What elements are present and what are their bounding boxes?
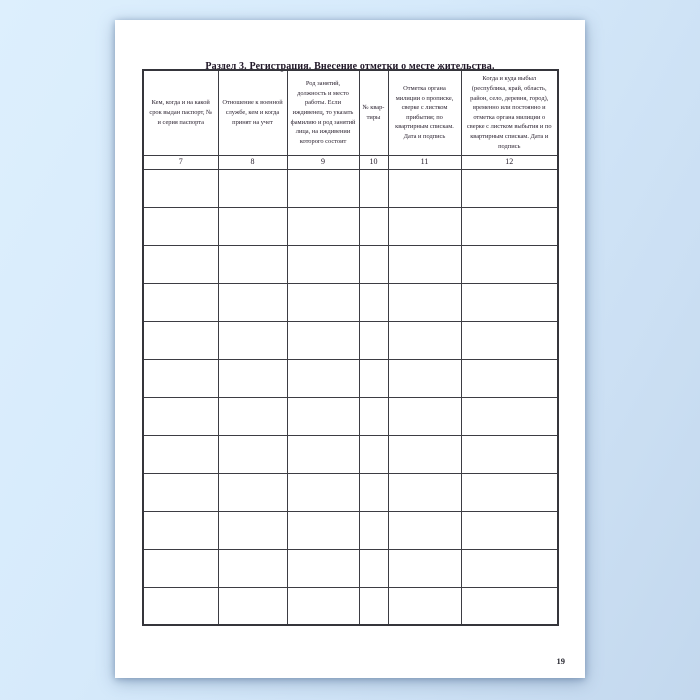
table-cell xyxy=(461,207,558,245)
table-cell xyxy=(359,321,388,359)
column-number: 8 xyxy=(218,155,287,169)
table-cell xyxy=(388,169,461,207)
table-cell xyxy=(287,359,359,397)
table-row xyxy=(143,283,558,321)
table-cell xyxy=(143,207,218,245)
table-cell xyxy=(218,359,287,397)
table-cell xyxy=(388,587,461,625)
table-cell xyxy=(461,283,558,321)
table-cell xyxy=(218,397,287,435)
table-row xyxy=(143,549,558,587)
table-cell xyxy=(143,473,218,511)
table-cell xyxy=(359,283,388,321)
table-cell xyxy=(359,435,388,473)
registration-table xyxy=(142,69,559,626)
table-cell xyxy=(218,511,287,549)
table-cell xyxy=(218,587,287,625)
table-cell xyxy=(218,207,287,245)
table-cell xyxy=(461,587,558,625)
column-number: 9 xyxy=(287,155,359,169)
table-cell xyxy=(143,321,218,359)
table-cell xyxy=(218,473,287,511)
table-row xyxy=(143,397,558,435)
table-row xyxy=(143,435,558,473)
table-row xyxy=(143,587,558,625)
table-cell xyxy=(388,359,461,397)
column-number-row xyxy=(143,155,558,169)
table-cell xyxy=(287,397,359,435)
table-cell xyxy=(388,321,461,359)
table-cell xyxy=(143,359,218,397)
column-header: Кем, когда и на какой срок выдан паспорт, № и серия паспорта xyxy=(143,70,218,155)
table-cell xyxy=(359,549,388,587)
table-body xyxy=(143,169,558,625)
page-title: Раздел 3. Регистрация. Внесение отметки о месте жительства. xyxy=(205,61,495,72)
table-cell xyxy=(388,549,461,587)
table-cell xyxy=(287,435,359,473)
table-cell xyxy=(388,283,461,321)
column-number: 7 xyxy=(143,155,218,169)
table-cell xyxy=(287,207,359,245)
table-cell xyxy=(359,207,388,245)
table-cell xyxy=(388,245,461,283)
column-header: Отметка органа милиции о прописке, сверке с листком прибытия; по квартирным спискам. Дата и подпись xyxy=(388,70,461,155)
table-cell xyxy=(359,359,388,397)
table-cell xyxy=(287,321,359,359)
table-cell xyxy=(388,511,461,549)
column-header: Род занятий, должность и место работы. Если иждивенец, то указать фамилию и род занятий лица, на иждивении которого состоит xyxy=(287,70,359,155)
table-cell xyxy=(359,245,388,283)
table-cell xyxy=(461,359,558,397)
table-cell xyxy=(218,245,287,283)
table-cell xyxy=(143,169,218,207)
table-row xyxy=(143,169,558,207)
table-cell xyxy=(287,549,359,587)
table-cell xyxy=(218,435,287,473)
table-cell xyxy=(388,473,461,511)
table-row xyxy=(143,511,558,549)
table-cell xyxy=(461,473,558,511)
table-cell xyxy=(143,397,218,435)
table-cell xyxy=(359,473,388,511)
table-cell xyxy=(143,587,218,625)
table-cell xyxy=(461,511,558,549)
table-cell xyxy=(143,549,218,587)
column-number: 10 xyxy=(359,155,388,169)
table-cell xyxy=(359,511,388,549)
table-cell xyxy=(218,321,287,359)
table-row xyxy=(143,321,558,359)
column-number: 11 xyxy=(388,155,461,169)
table-cell xyxy=(461,169,558,207)
table-cell xyxy=(218,549,287,587)
table-row xyxy=(143,245,558,283)
table-cell xyxy=(218,283,287,321)
table-cell xyxy=(461,397,558,435)
table-cell xyxy=(287,169,359,207)
column-header: Когда и куда выбыл (республика, край, область, район, село, деревня, город), временно или постоянно и отметка органа милиции о сверке с листком выбытия и по квартирным спискам. Дата и подпись xyxy=(461,70,558,155)
table-cell xyxy=(218,169,287,207)
table-cell xyxy=(287,587,359,625)
table-row xyxy=(143,473,558,511)
table-head xyxy=(143,70,558,169)
document-page xyxy=(115,20,585,678)
table-cell xyxy=(461,245,558,283)
table-cell xyxy=(388,397,461,435)
table-cell xyxy=(143,245,218,283)
table-cell xyxy=(287,511,359,549)
table-cell xyxy=(461,549,558,587)
table-cell xyxy=(287,473,359,511)
table-cell xyxy=(461,435,558,473)
table-cell xyxy=(287,283,359,321)
table-cell xyxy=(359,587,388,625)
table-cell xyxy=(359,397,388,435)
table-cell xyxy=(143,511,218,549)
column-header: Отношение к военной службе, кем и когда принят на учет xyxy=(218,70,287,155)
table-row xyxy=(143,207,558,245)
table-cell xyxy=(388,435,461,473)
table-cell xyxy=(287,245,359,283)
table-row xyxy=(143,359,558,397)
column-number: 12 xyxy=(461,155,558,169)
column-header: № квар-тиры xyxy=(359,70,388,155)
table-cell xyxy=(359,169,388,207)
page-number: 19 xyxy=(556,656,565,666)
table-cell xyxy=(388,207,461,245)
table-cell xyxy=(143,283,218,321)
table-cell xyxy=(143,435,218,473)
table-cell xyxy=(461,321,558,359)
table-header-row xyxy=(143,70,558,155)
